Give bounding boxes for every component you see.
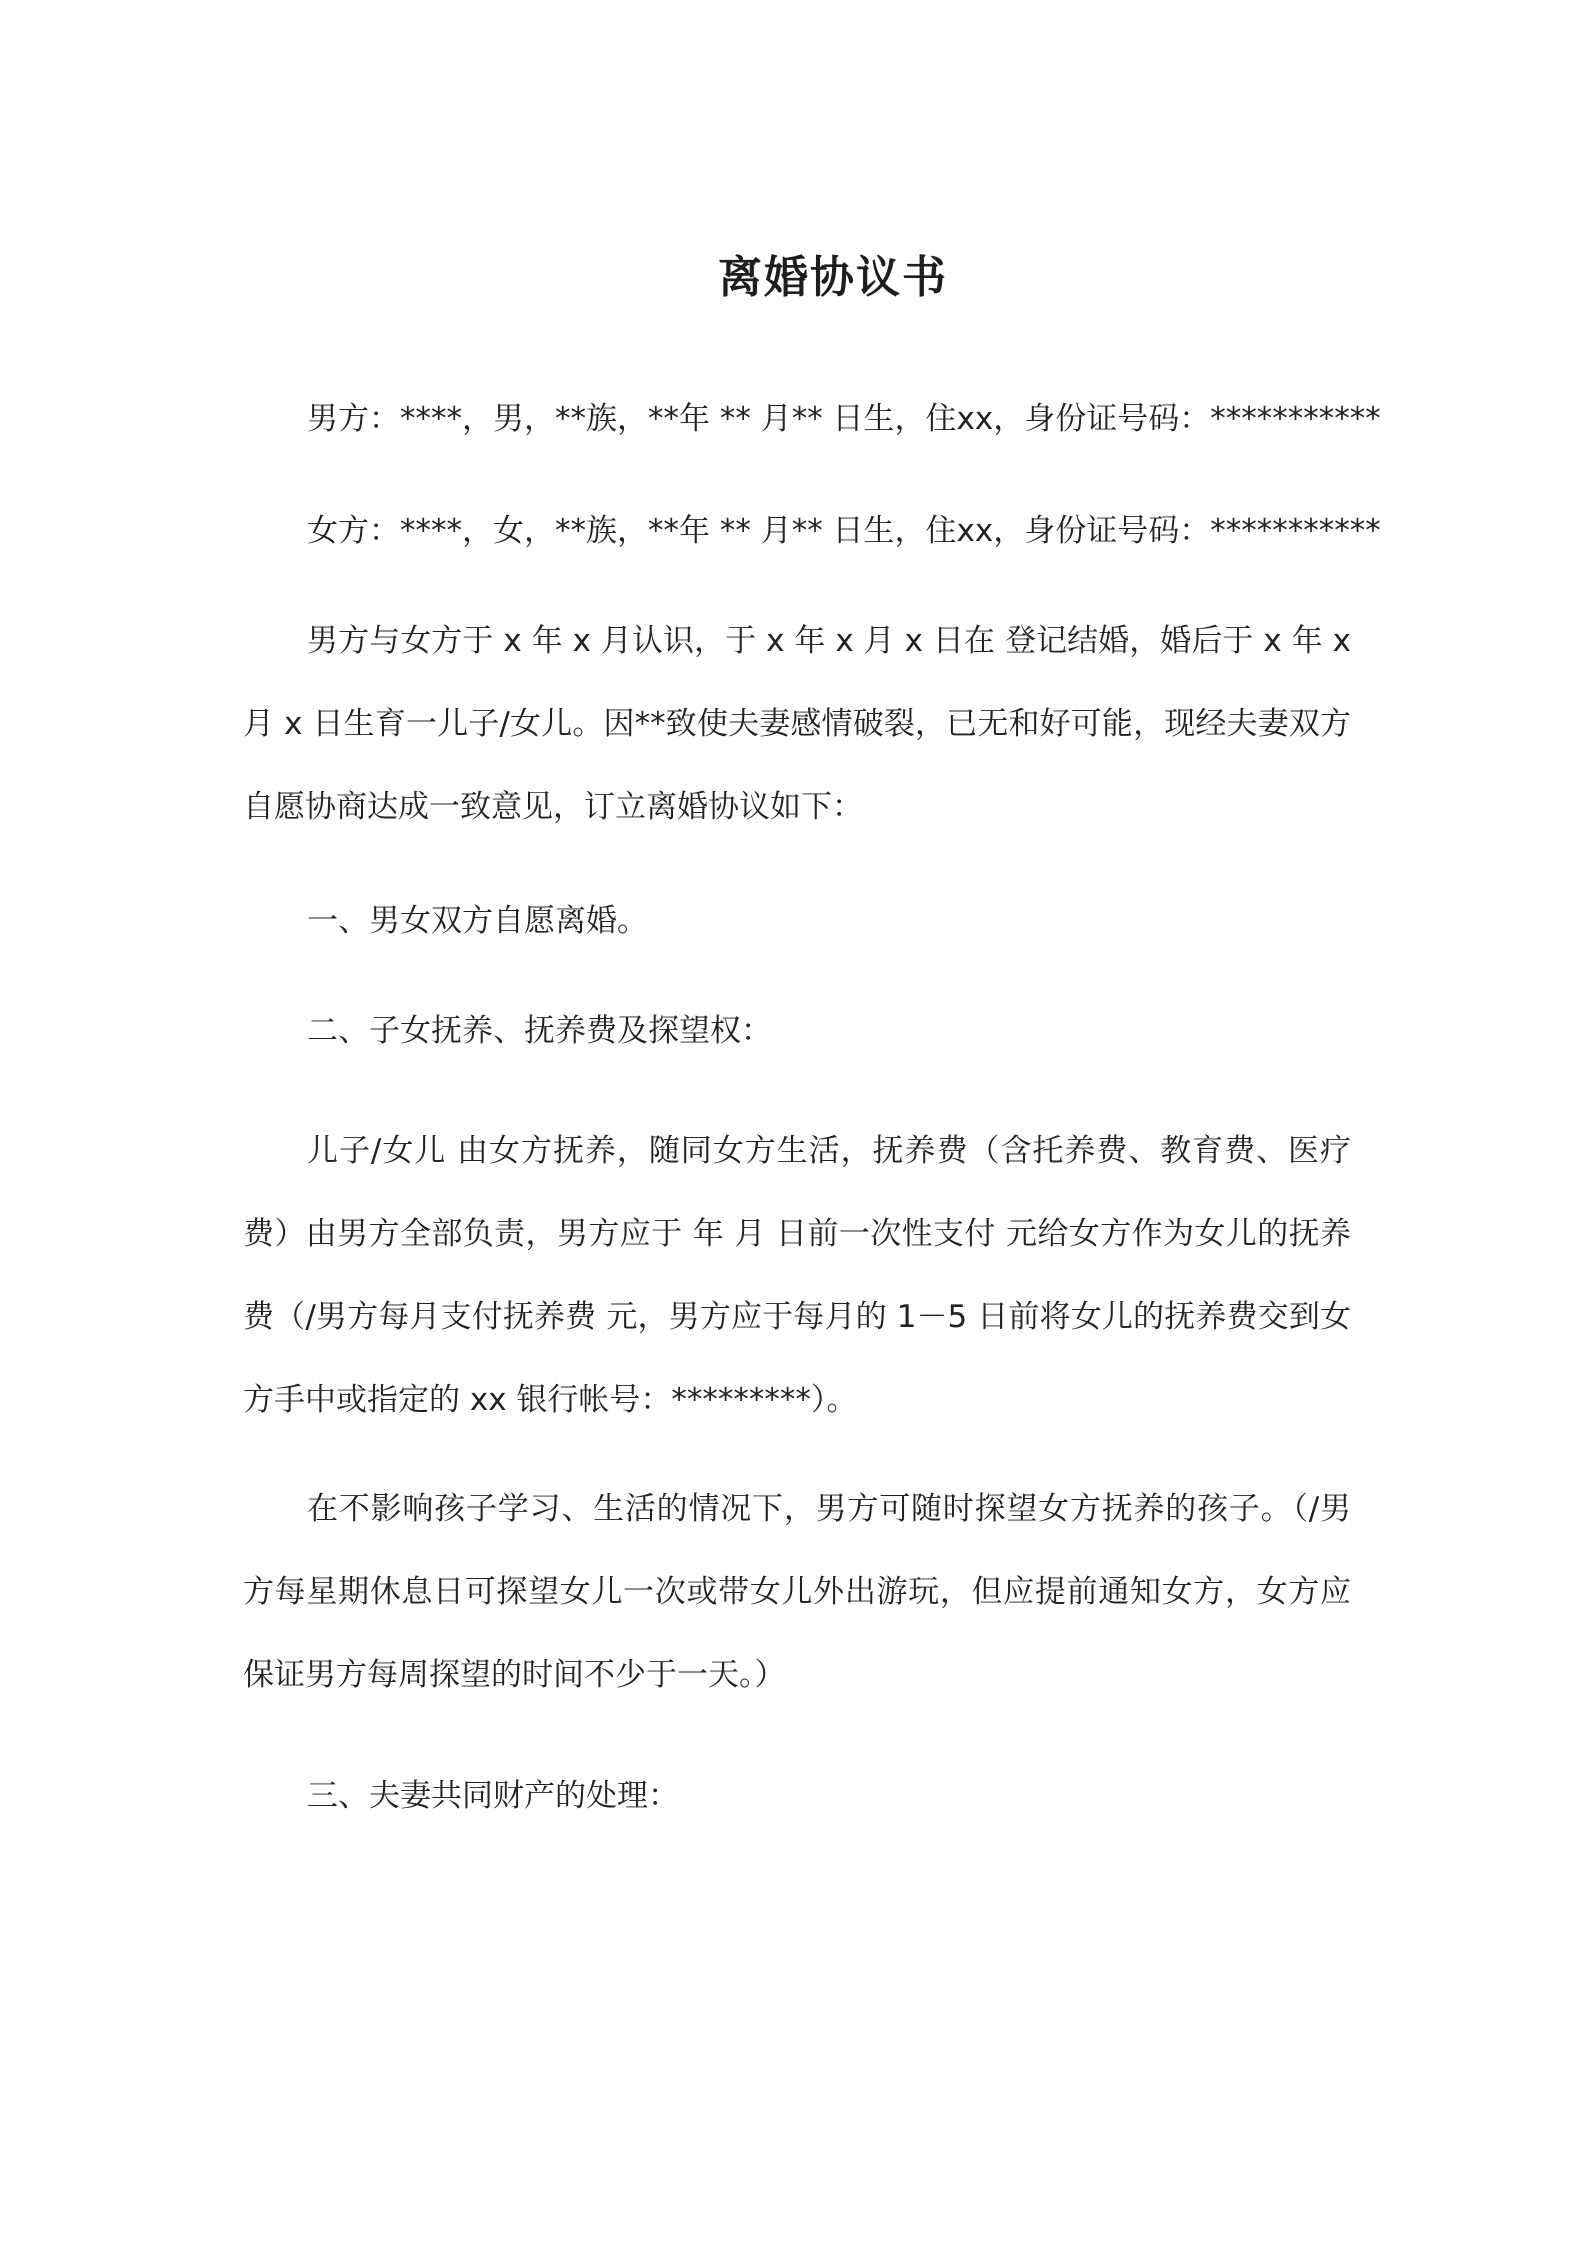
intro-paragraph: 男方与女方于 x 年 x 月认识，于 x 年 x 月 x 日在 登记结婚，婚后于 x 年 x 月 x 日生育一儿子/女儿。因**致使夫妻感情破裂，已无和好可能，现经夫妻双方自愿协商达成一致意见，订立离婚协议如下： [243,623,1351,825]
document-title: 离婚协议书 [718,252,948,303]
custody-paragraph: 儿子/女儿 由女方抚养，随同女方生活，抚养费（含托养费、教育费、医疗费）由男方全部负责，男方应于 年 月 日前一次性支付 元给女方作为女儿的抚养费（/男方每月支付抚养费 元，男方应于每月的 1－5 日前将女儿的抚养费交到女方手中或指定的 xx 银行帐号：*********）。 [243,1133,1351,1418]
clause-2-heading: 二、子女抚养、抚养费及探望权： [307,1013,772,1049]
husband-info-paragraph: 男方：****，男，**族，**年 ** 月** 日生，住xx，身份证号码：*********** [307,401,1381,437]
visitation-paragraph: 在不影响孩子学习、生活的情况下，男方可随时探望女方抚养的孩子。（/男方每星期休息日可探望女儿一次或带女儿外出游玩，但应提前通知女方，女方应保证男方每周探望的时间不少于一天。） [243,1491,1351,1693]
wife-info-paragraph: 女方：****，女，**族，**年 ** 月** 日生，住xx，身份证号码：*********** [307,513,1381,549]
clause-1-heading: 一、男女双方自愿离婚。 [307,903,648,939]
clause-3-heading: 三、夫妻共同财产的处理： [307,1778,679,1814]
